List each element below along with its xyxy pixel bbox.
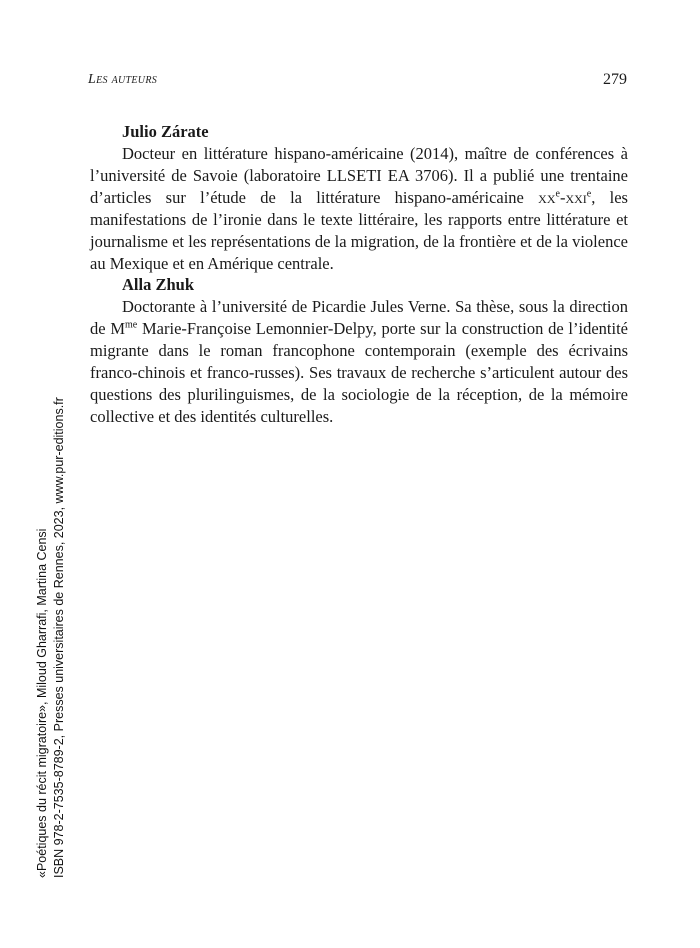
title-superscript: me — [125, 319, 138, 331]
century-numeral: xx — [538, 188, 556, 207]
bio-text: , les manifestations de l’ironie dans le texte littéraire, les rapports entre littérature et journalisme et les représentations de la migration, de la frontière et de la violence au Mexique et en Amérique centrale. — [90, 188, 628, 273]
century-superscript: e — [586, 188, 592, 200]
century-superscript: e — [555, 188, 560, 200]
running-head: Les auteurs — [88, 72, 158, 87]
side-note-isbn-line: ISBN 978-2-7535-8789-2, Presses universitaires de Rennes, 2023, www.pur-editions.fr — [52, 397, 66, 878]
author-entry-zhuk — [90, 274, 628, 428]
bio-text: Docteur en littérature hispano-américaine (2014), maître de conférences à l’université de Savoie (laboratoire LLSETI EA 3706). Il a publié une trentaine d’articles sur l’étude de la littérature hispano-américaine — [90, 144, 628, 207]
author-bio — [90, 143, 628, 275]
century-dash: - — [559, 188, 566, 207]
author-entry-zarate — [90, 121, 628, 275]
page-number: 279 — [603, 71, 627, 88]
bio-text: Marie-Françoise Lemonnier-Delpy, porte sur la construction de l’identité migrante dans le roman francophone contemporain (exemple des écrivains franco-chinois et franco-russes). Ses travaux de recherche s’articulent autour des questions des plurilinguismes, de la sociologie de la réception, de la mémoire collective et des identités culturelles. — [90, 319, 628, 426]
side-note-title-line: «Poétiques du récit migratoire», Miloud Gharrafi, Martina Censi — [35, 528, 49, 878]
author-name: Alla Zhuk — [122, 275, 194, 294]
century-numeral: xxi — [565, 188, 587, 207]
author-bio — [90, 296, 628, 428]
bio-text: Doctorante à l’université de Picardie Jules Verne. Sa thèse, sous la direction de M — [90, 297, 628, 338]
author-name: Julio Zárate — [122, 122, 209, 141]
copyright-side-note — [34, 397, 68, 878]
